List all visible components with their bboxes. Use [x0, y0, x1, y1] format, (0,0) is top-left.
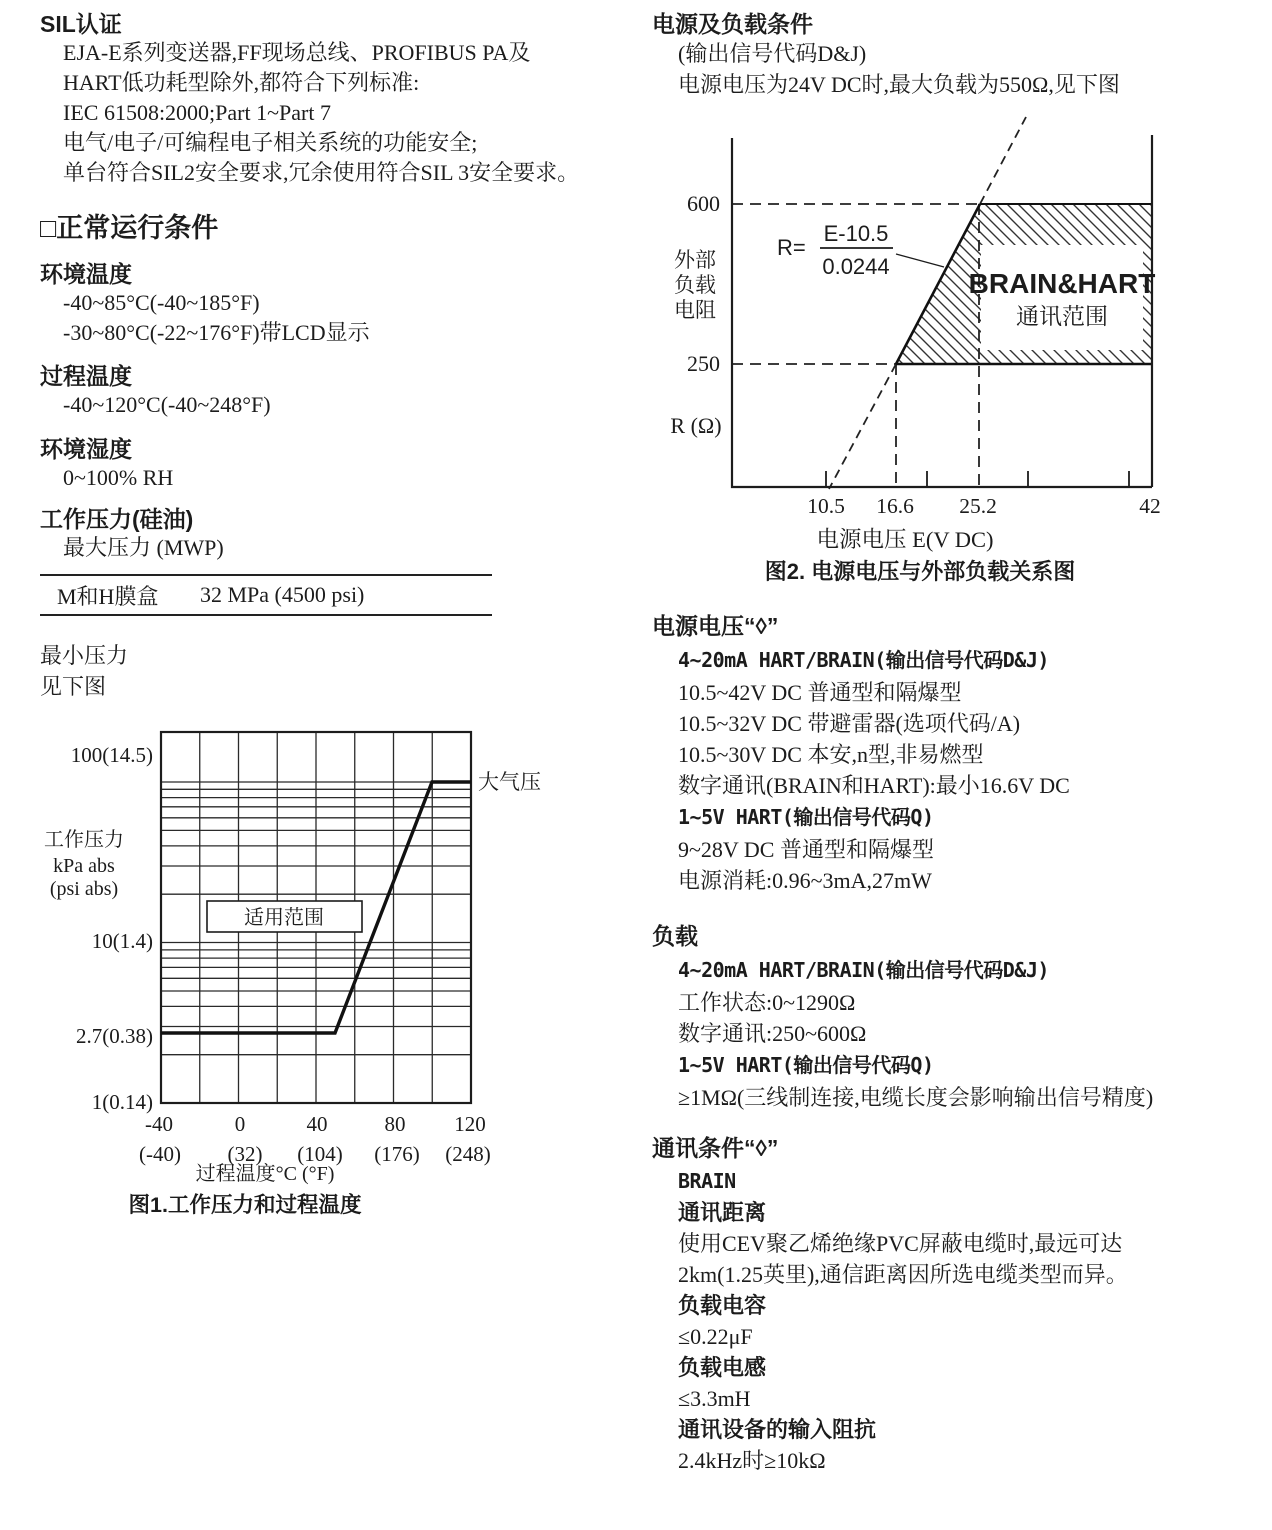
comm-subheading: 通讯距离: [678, 1200, 767, 1225]
sil-line: IEC 61508:2000;Part 1~Part 7: [63, 100, 331, 125]
section-process-temp: [40, 362, 271, 420]
fig1-caption: 图1.工作压力和过程温度: [128, 1193, 362, 1217]
fig2-caption: 图2. 电源电压与外部负载关系图: [764, 559, 1076, 584]
fig2-ylabel: 电阻: [674, 298, 716, 322]
fig2-formula-lhs: R=: [777, 235, 806, 260]
fig1-xtick-f: (104): [297, 1142, 343, 1166]
fig2-xtick: 10.5: [807, 494, 845, 518]
fig2-ylabel: 外部: [674, 248, 716, 272]
fig1-ylabel: kPa abs: [53, 855, 115, 877]
process-temp-line: -40~120°C(-40~248°F): [63, 392, 271, 417]
humidity-heading: 环境湿度: [40, 436, 132, 462]
fig2-xtick: 25.2: [959, 494, 997, 518]
fig1-ylabel: 工作压力: [44, 829, 124, 851]
power-load-heading: 电源及负载条件: [652, 11, 813, 37]
section-communication: [652, 1134, 1128, 1476]
section-working-pressure: [40, 505, 224, 563]
fig2-ylabel2: R (Ω): [670, 413, 722, 438]
fig2-ylabel: 负载: [674, 273, 716, 297]
min-pressure-line: 最小压力: [40, 643, 129, 668]
fig2-x-ticks: [826, 471, 1129, 487]
mwp-subheading: 最大压力 (MWP): [63, 535, 224, 560]
comm-line: 2km(1.25英里),通信距离因所选电缆类型而异。: [678, 1262, 1128, 1287]
communication-heading: 通讯条件“◊”: [652, 1135, 779, 1161]
fig2-ytick: 600: [687, 191, 720, 216]
sil-line: 单台符合SIL2安全要求,冗余使用符合SIL 3安全要求。: [63, 160, 580, 185]
section-ambient-temp: [40, 260, 370, 348]
mwp-table: [40, 574, 492, 616]
humidity-line: 0~100% RH: [63, 465, 174, 490]
fig2-region-label-2: 通讯范围: [1016, 304, 1108, 329]
figure-1-pressure-temperature-chart: [40, 722, 625, 1247]
fig1-xtick-f: (176): [374, 1142, 420, 1166]
section-humidity: [40, 435, 173, 493]
comm-subheading: 通讯设备的输入阻抗: [678, 1417, 877, 1442]
fig1-xtick: 0: [234, 1112, 246, 1136]
ambient-temp-heading: 环境温度: [40, 261, 132, 287]
load-mode-heading: 1~5V HART(输出信号代码Q): [678, 1053, 934, 1077]
fig1-xtick: 80: [384, 1112, 406, 1136]
fig1-xtick-f: (32): [227, 1142, 263, 1166]
power-load-line: (输出信号代码D&J): [678, 41, 867, 66]
supply-voltage-line: 10.5~32V DC 带避雷器(选项代码/A): [678, 711, 1021, 736]
comm-line: ≤0.22μF: [678, 1324, 753, 1349]
section-power-load: [652, 10, 1120, 100]
mwp-table-cell-capsule: M和H膜盒: [57, 583, 159, 609]
fig2-xtick: 16.6: [876, 494, 914, 518]
load-line: 数字通讯:250~600Ω: [678, 1021, 867, 1046]
supply-voltage-mode-heading: 4~20mA HART/BRAIN(输出信号代码D&J): [678, 648, 1049, 672]
section-min-pressure: [40, 640, 128, 702]
fig1-ytick: 10(1.4): [91, 929, 153, 953]
normal-conditions-heading: □正常运行条件: [40, 213, 219, 243]
fig1-xtick-f: (248): [445, 1142, 491, 1166]
fig2-formula-numerator: E-10.5: [823, 221, 889, 246]
fig1-atm-label: 大气压: [478, 770, 541, 794]
comm-line: 使用CEV聚乙烯绝缘PVC屏蔽电缆时,最远可达: [678, 1231, 1123, 1256]
supply-voltage-line: 10.5~42V DC 普通型和隔爆型: [678, 680, 962, 705]
fig1-range-box-label: 适用范围: [244, 907, 324, 929]
fig2-formula-denominator: 0.0244: [822, 254, 890, 279]
fig1-xtick: 120: [454, 1112, 486, 1136]
comm-subheading: 负载电感: [678, 1355, 767, 1380]
load-line: 工作状态:0~1290Ω: [678, 990, 856, 1015]
fig1-ytick: 1(0.14): [91, 1090, 153, 1114]
load-mode-heading: 4~20mA HART/BRAIN(输出信号代码D&J): [678, 958, 1049, 982]
mwp-table-cell-value: 32 MPa (4500 psi): [200, 582, 365, 607]
fig1-ytick: 2.7(0.38): [76, 1024, 153, 1048]
figure-2-supply-voltage-load-chart: [650, 113, 1272, 585]
supply-voltage-heading: 电源电压“◊”: [652, 613, 779, 639]
supply-voltage-line: 10.5~30V DC 本安,n型,非易燃型: [678, 742, 984, 767]
comm-protocol-heading: BRAIN: [678, 1169, 736, 1193]
fig2-xtick: 42: [1139, 494, 1161, 518]
fig1-ytick: 100(14.5): [70, 743, 153, 767]
fig1-xtick: -40: [145, 1112, 173, 1136]
supply-voltage-line: 数字通讯(BRAIN和HART):最小16.6V DC: [678, 773, 1070, 798]
ambient-temp-line: -30~80°C(-22~176°F)带LCD显示: [63, 320, 370, 345]
fig1-xtick: 40: [306, 1112, 328, 1136]
section-load: [652, 922, 1153, 1113]
fig1-xtick-f: (-40): [139, 1142, 181, 1166]
supply-voltage-mode-heading: 1~5V HART(输出信号代码Q): [678, 805, 934, 829]
ambient-temp-line: -40~85°C(-40~185°F): [63, 290, 260, 315]
comm-line: ≤3.3mH: [678, 1386, 751, 1411]
supply-voltage-line: 9~28V DC 普通型和隔爆型: [678, 837, 934, 862]
fig1-xlabel: 过程温度°C (°F): [195, 1163, 335, 1185]
load-line: ≥1MΩ(三线制连接,电缆长度会影响输出信号精度): [678, 1085, 1154, 1110]
comm-line: 2.4kHz时≥10kΩ: [678, 1448, 826, 1473]
working-pressure-heading: 工作压力(硅油): [40, 506, 194, 532]
fig1-ylabel: (psi abs): [49, 878, 119, 900]
supply-voltage-line: 电源消耗:0.96~3mA,27mW: [678, 868, 932, 893]
comm-subheading: 负载电容: [678, 1293, 767, 1318]
section-supply-voltage: [652, 612, 1070, 896]
sil-line: 电气/电子/可编程电子相关系统的功能安全;: [63, 130, 478, 155]
sil-heading: SIL认证: [40, 11, 122, 37]
load-heading: 负载: [652, 923, 698, 949]
sil-line: HART低功耗型除外,都符合下列标准:: [63, 70, 420, 95]
sil-line: EJA-E系列变送器,FF现场总线、PROFIBUS PA及: [63, 40, 531, 65]
fig2-region-label-1: BRAIN&HART: [968, 268, 1156, 299]
process-temp-heading: 过程温度: [40, 363, 132, 389]
power-load-line: 电源电压为24V DC时,最大负载为550Ω,见下图: [678, 72, 1120, 97]
fig2-ytick: 250: [687, 351, 720, 376]
see-figure-line: 见下图: [40, 674, 107, 699]
fig2-xlabel: 电源电压 E(V DC): [816, 527, 994, 552]
section-sil: [40, 10, 579, 188]
fig2-formula-leader-line: [896, 254, 944, 267]
